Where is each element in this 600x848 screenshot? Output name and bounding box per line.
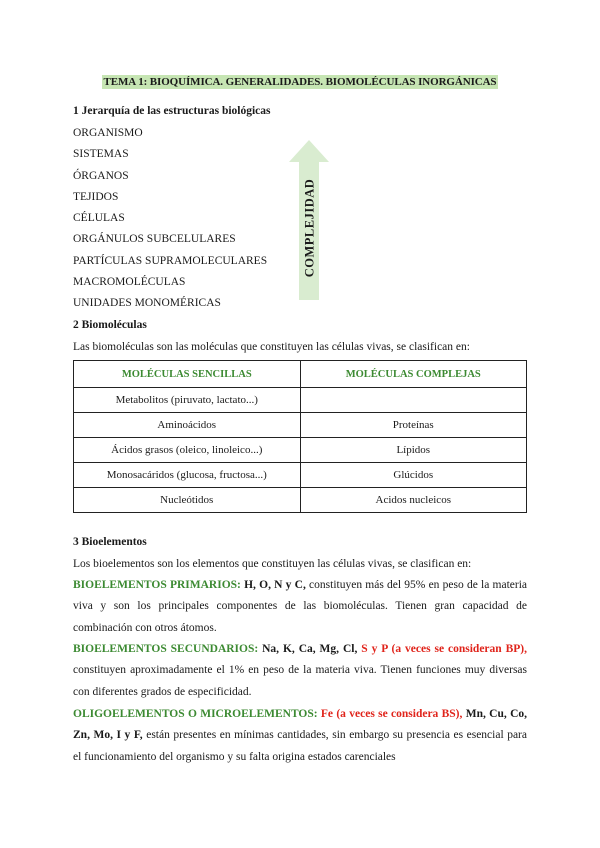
- hierarchy-list: [73, 126, 267, 318]
- primary-elements: H, O, N y C,: [244, 579, 306, 591]
- hierarchy-item: UNIDADES MONOMÉRICAS: [73, 297, 221, 310]
- section-3-intro: Los bioelementos son los elementos que constituyen las células vivas, se clasifican en:: [73, 558, 472, 570]
- table-cell: Proteínas: [300, 413, 527, 438]
- trace-elements: Mn, Cu, Co, Zn, Mo, I y F,: [73, 708, 527, 742]
- hierarchy-item: MACROMOLÉCULAS: [73, 276, 186, 289]
- primary-text: constituyen más del 95% en peso de la materia viva y son los principales componentes de las biomoléculas. Tienen gran capacidad de combinación con otros átomos.: [73, 579, 528, 634]
- table-header-row: [74, 361, 527, 388]
- table-row: [74, 388, 527, 413]
- trace-text: están presentes en mínimas cantidades, sin embargo su presencia es esencial para el funcionamiento del organismo y su falta origina estados carenciales: [73, 729, 527, 763]
- primary-label: BIOELEMENTOS PRIMARIOS:: [73, 579, 241, 591]
- trace-elements-paragraph: [73, 704, 527, 768]
- table-cell: Ácidos grasos (oleico, linoleico...): [74, 438, 301, 463]
- secondary-note: S y P (a veces se consideran BP),: [361, 643, 527, 655]
- complexity-label: COMPLEJIDAD: [302, 178, 317, 278]
- title-wrap: [0, 72, 600, 90]
- secondary-elements: Na, K, Ca, Mg, Cl,: [262, 643, 358, 655]
- table-cell: Glúcidos: [300, 463, 527, 488]
- table-row: [74, 438, 527, 463]
- hierarchy-item: ÓRGANOS: [73, 169, 129, 182]
- trace-note: Fe (a veces se considera BS),: [320, 708, 463, 720]
- hierarchy-item: SISTEMAS: [73, 148, 129, 161]
- primary-bioelements-paragraph: [73, 575, 527, 639]
- hierarchy-item: PARTÍCULAS SUPRAMOLECULARES: [73, 254, 268, 267]
- table-cell: [300, 388, 527, 413]
- trace-label: OLIGOELEMENTOS O MICROELEMENTOS:: [73, 708, 318, 720]
- table-cell: Aminoácidos: [74, 413, 301, 438]
- hierarchy-item: TEJIDOS: [73, 190, 119, 203]
- table-cell: Metabolitos (piruvato, lactato...): [74, 388, 301, 413]
- table-row: [74, 413, 527, 438]
- section-2-intro: Las biomoléculas son las moléculas que constituyen las células vivas, se clasifican en:: [73, 341, 470, 353]
- page-title: TEMA 1: BIOQUÍMICA. GENERALIDADES. BIOMOLÉCULAS INORGÁNICAS: [103, 76, 497, 88]
- table-cell: Acidos nucleicos: [300, 488, 527, 513]
- section-2-heading: 2 Biomoléculas: [73, 319, 147, 331]
- section-3-heading: 3 Bioelementos: [73, 536, 147, 548]
- biomolecules-table: [73, 360, 527, 513]
- hierarchy-item: CÉLULAS: [73, 212, 125, 225]
- table-cell: Monosacáridos (glucosa, fructosa...): [74, 463, 301, 488]
- hierarchy-item: ORGANISMO: [73, 127, 143, 139]
- section-1-heading: 1 Jerarquía de las estructuras biológicas: [73, 105, 271, 117]
- secondary-bioelements-paragraph: [73, 639, 527, 703]
- table-cell: Nucleótidos: [74, 488, 301, 513]
- table-row: [74, 463, 527, 488]
- column-header-simple: MOLÉCULAS SENCILLAS: [74, 361, 301, 388]
- table-cell: Lípidos: [300, 438, 527, 463]
- column-header-complex: MOLÉCULAS COMPLEJAS: [300, 361, 527, 388]
- hierarchy-item: ORGÁNULOS SUBCELULARES: [73, 233, 236, 246]
- table-row: [74, 488, 527, 513]
- secondary-text: constituyen aproximadamente el 1% en peso de la materia viva. Tienen funciones muy diversas con diferentes grados de especificidad.: [73, 664, 527, 698]
- secondary-label: BIOELEMENTOS SECUNDARIOS:: [73, 643, 259, 655]
